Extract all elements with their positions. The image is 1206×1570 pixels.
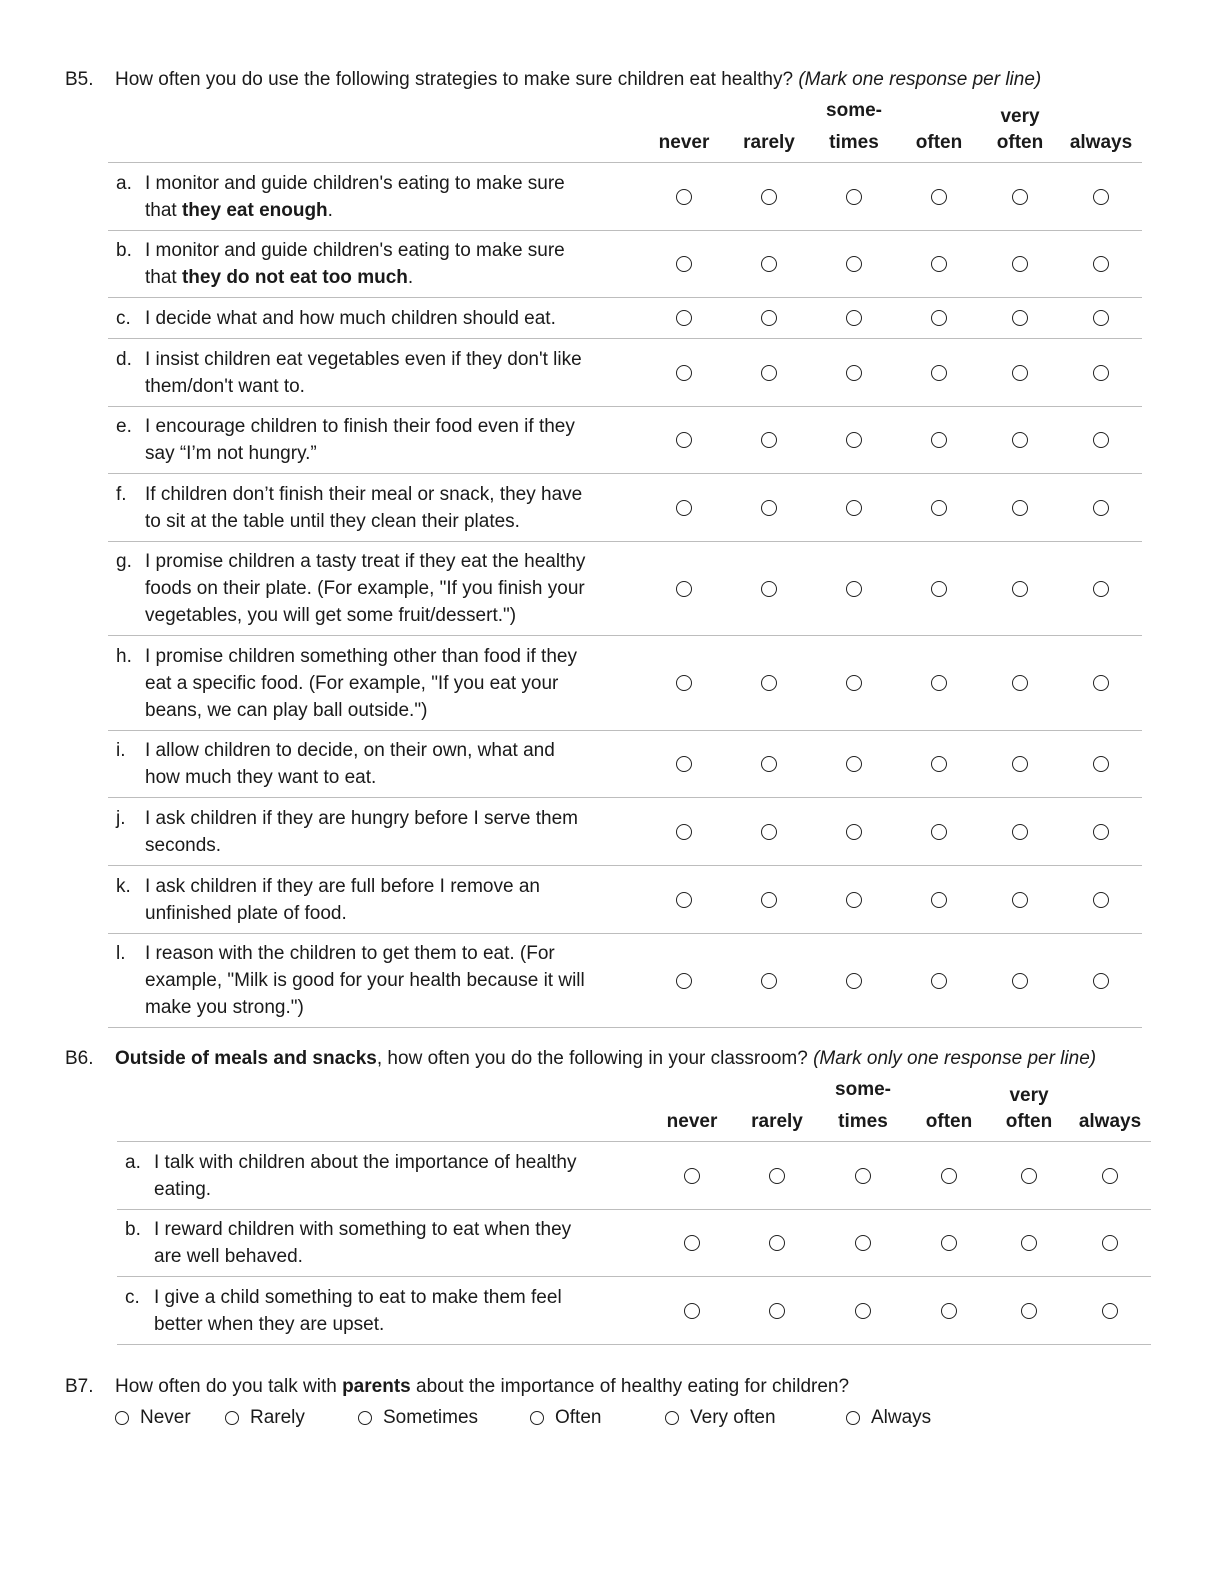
column-headers (108, 100, 1142, 162)
radio-rarely-1[interactable] (761, 581, 777, 597)
row-text (145, 940, 635, 1021)
row-label (116, 413, 635, 467)
radio-never-0[interactable] (676, 189, 692, 205)
radio-often-4[interactable] (1012, 500, 1028, 516)
radio-never-0[interactable] (684, 1168, 700, 1184)
table-row (108, 406, 1142, 473)
table-row (108, 297, 1142, 338)
row-text-emphasis: they do not eat too much (181, 267, 408, 288)
column-header-line2: often (925, 1111, 973, 1132)
radio-times-2[interactable] (846, 432, 862, 448)
radio-always-5[interactable] (1093, 581, 1109, 597)
row-label (116, 873, 635, 927)
column-header-line1 (639, 104, 729, 130)
radio-often-4[interactable] (1021, 1168, 1037, 1184)
radio-often-3[interactable] (931, 189, 947, 205)
radio-rarely-1[interactable] (761, 824, 777, 840)
row-letter: i. (116, 740, 126, 761)
radio-always-5[interactable] (1093, 189, 1109, 205)
table-row (108, 338, 1142, 406)
table-row (117, 1276, 1151, 1345)
column-header (818, 1077, 908, 1135)
radio-circle-icon[interactable] (530, 1411, 544, 1425)
row-text-line: I encourage children to finish their food even if they (145, 416, 575, 437)
radio-always-5[interactable] (1093, 256, 1109, 272)
column-header-line1: some- (826, 100, 882, 121)
row-text (145, 548, 635, 629)
row-text (145, 805, 635, 859)
row-text-line: I promise children a tasty treat if they eat the healthy (145, 551, 586, 572)
radio-often-3[interactable] (931, 256, 947, 272)
radio-always-5[interactable] (1093, 365, 1109, 381)
question-text (115, 68, 1166, 92)
table-row (108, 162, 1142, 230)
table-row (117, 1209, 1151, 1276)
row-text-line: are well behaved. (154, 1246, 303, 1267)
radio-never-0[interactable] (676, 973, 692, 989)
radio-never-0[interactable] (676, 500, 692, 516)
table-row (108, 797, 1142, 865)
row-text-line: how much they want to eat. (145, 767, 377, 788)
row-label (116, 737, 635, 791)
radio-never-0[interactable] (684, 1303, 700, 1319)
column-header (732, 1083, 822, 1135)
option-label: Often (555, 1407, 602, 1428)
radio-often-4[interactable] (1012, 756, 1028, 772)
radio-always-5[interactable] (1093, 500, 1109, 516)
radio-times-2[interactable] (855, 1235, 871, 1251)
radio-times-2[interactable] (846, 892, 862, 908)
column-header-line1: very (1000, 106, 1040, 127)
question-b5 (65, 68, 1166, 92)
column-header-line2: times (829, 132, 879, 153)
row-text (145, 481, 635, 535)
column-header-line1: very (1009, 1085, 1049, 1106)
radio-always-5[interactable] (1093, 675, 1109, 691)
option-label: Never (140, 1407, 191, 1428)
table-row (117, 1141, 1151, 1209)
row-letter: h. (116, 645, 132, 667)
row-text-line: I talk with children about the importance of healthy (154, 1151, 577, 1173)
radio-often-4[interactable] (1012, 256, 1028, 272)
row-letter: j. (116, 807, 126, 829)
row-text-line: say “I’m not hungry.” (145, 443, 317, 464)
radio-rarely-1[interactable] (761, 675, 777, 691)
row-text-line (145, 264, 635, 291)
radio-always-5[interactable] (1102, 1235, 1118, 1251)
radio-times-2[interactable] (846, 310, 862, 326)
radio-always-5[interactable] (1093, 973, 1109, 989)
row-text (145, 413, 635, 467)
question-emphasis: parents (342, 1376, 411, 1397)
table-row (108, 541, 1142, 635)
question-emphasis: Outside of meals and snacks (115, 1048, 377, 1069)
row-label (116, 643, 635, 724)
radio-always-5[interactable] (1102, 1303, 1118, 1319)
radio-often-3[interactable] (931, 310, 947, 326)
radio-often-3[interactable] (931, 973, 947, 989)
b7-option-never[interactable] (115, 1407, 191, 1429)
column-header-line2: always (1078, 1111, 1142, 1132)
radio-always-5[interactable] (1093, 892, 1109, 908)
question-b7 (65, 1375, 1166, 1399)
question-number: B5. (65, 69, 94, 90)
question-text (115, 1047, 1166, 1071)
b7-option-always[interactable] (846, 1407, 931, 1429)
column-header-line1 (904, 1083, 994, 1109)
radio-often-4[interactable] (1012, 365, 1028, 381)
question-instruction: (Mark only one response per line) (813, 1048, 1097, 1069)
column-header-line2: always (1069, 132, 1133, 153)
radio-often-3[interactable] (931, 756, 947, 772)
row-text (154, 1216, 644, 1270)
row-label (116, 170, 635, 224)
row-label (116, 481, 635, 535)
row-label (125, 1149, 644, 1203)
column-header (975, 104, 1065, 156)
radio-often-3[interactable] (931, 675, 947, 691)
b7-option-very-often[interactable] (665, 1407, 776, 1429)
row-text-post: . (327, 199, 333, 221)
radio-rarely-1[interactable] (761, 365, 777, 381)
row-text-line: them/don't want to. (145, 375, 305, 397)
radio-often-3[interactable] (941, 1235, 957, 1251)
row-letter: f. (116, 483, 127, 505)
row-text-line: I reason with the children to get them to eat. (For (145, 943, 555, 964)
radio-rarely-1[interactable] (761, 432, 777, 448)
column-header-line1 (647, 1083, 737, 1109)
radio-rarely-1[interactable] (761, 973, 777, 989)
row-text-pre: that (145, 199, 182, 221)
radio-often-3[interactable] (941, 1168, 957, 1184)
row-text-post: . (407, 267, 414, 288)
radio-times-2[interactable] (855, 1303, 871, 1319)
row-label (125, 1216, 644, 1270)
radio-often-3[interactable] (931, 432, 947, 448)
radio-never-0[interactable] (676, 756, 692, 772)
column-header-line1 (894, 104, 984, 130)
row-text (154, 1284, 644, 1338)
radio-often-3[interactable] (931, 824, 947, 840)
row-text-line: I ask children if they are hungry before I serve them (145, 807, 578, 829)
column-header (984, 1083, 1074, 1135)
column-header-line1 (724, 104, 814, 130)
row-text-line: foods on their plate. (For example, "If you finish your (145, 578, 585, 599)
row-letter: g. (116, 551, 132, 572)
question-text (115, 1375, 1166, 1399)
column-header-line2: often (996, 132, 1044, 153)
row-text (145, 737, 635, 791)
option-label: Very often (690, 1407, 776, 1428)
b7-option-often[interactable] (530, 1407, 601, 1429)
column-header-line2: times (838, 1111, 888, 1132)
radio-never-0[interactable] (676, 892, 692, 908)
row-text (145, 237, 635, 291)
radio-never-0[interactable] (676, 256, 692, 272)
column-header-line2: often (915, 132, 963, 153)
radio-never-0[interactable] (676, 581, 692, 597)
radio-times-2[interactable] (846, 581, 862, 597)
row-text-line: make you strong.") (145, 997, 304, 1018)
column-header (904, 1083, 994, 1135)
column-header-line2: often (1005, 1111, 1053, 1132)
row-label (116, 305, 635, 332)
row-label (116, 940, 635, 1021)
radio-rarely-1[interactable] (761, 256, 777, 272)
table-row (108, 865, 1142, 933)
radio-rarely-1[interactable] (769, 1168, 785, 1184)
radio-times-2[interactable] (846, 756, 862, 772)
radio-always-5[interactable] (1093, 756, 1109, 772)
row-text (145, 873, 635, 927)
radio-often-4[interactable] (1012, 581, 1028, 597)
radio-often-4[interactable] (1012, 310, 1028, 326)
question-stem-end: about the importance of healthy eating for children? (410, 1376, 850, 1397)
row-letter: c. (125, 1286, 140, 1308)
row-letter: a. (116, 172, 132, 194)
row-text-line: seconds. (145, 834, 222, 856)
radio-rarely-1[interactable] (761, 189, 777, 205)
row-label (116, 548, 635, 629)
row-letter: a. (125, 1151, 141, 1173)
radio-never-0[interactable] (676, 824, 692, 840)
radio-rarely-1[interactable] (761, 500, 777, 516)
row-letter: c. (116, 307, 131, 329)
row-text (154, 1149, 644, 1203)
radio-circle-icon[interactable] (225, 1411, 239, 1425)
row-text-line: to sit at the table until they clean their plates. (145, 510, 520, 532)
radio-times-2[interactable] (846, 675, 862, 691)
question-b6 (65, 1047, 1166, 1071)
radio-often-3[interactable] (931, 365, 947, 381)
row-text-line: If children don’t finish their meal or snack, they have (145, 483, 583, 505)
column-header-line1 (1065, 1083, 1155, 1109)
radio-always-5[interactable] (1093, 310, 1109, 326)
radio-rarely-1[interactable] (761, 310, 777, 326)
b6-response-grid (117, 1079, 1151, 1345)
row-text-emphasis: they eat enough (181, 199, 328, 221)
option-label: Sometimes (383, 1407, 479, 1428)
column-header-line2: rarely (743, 132, 795, 153)
row-text-line: I give a child something to eat to make them feel (154, 1286, 562, 1308)
row-letter: b. (116, 240, 132, 261)
row-text-line: vegetables, you will get some fruit/dessert.") (145, 605, 517, 626)
row-text-line: I reward children with something to eat when they (154, 1219, 572, 1240)
radio-circle-icon[interactable] (358, 1411, 372, 1425)
column-header-line2: never (666, 1111, 718, 1132)
row-text (145, 305, 635, 332)
row-text-line: I monitor and guide children's eating to make sure (145, 240, 565, 261)
radio-rarely-1[interactable] (761, 756, 777, 772)
row-label (125, 1284, 644, 1338)
row-text-line: I monitor and guide children's eating to make sure (145, 172, 565, 194)
radio-often-4[interactable] (1012, 432, 1028, 448)
radio-never-0[interactable] (676, 675, 692, 691)
column-header (1056, 104, 1146, 156)
radio-rarely-1[interactable] (761, 892, 777, 908)
radio-always-5[interactable] (1093, 432, 1109, 448)
radio-often-3[interactable] (941, 1303, 957, 1319)
radio-often-4[interactable] (1021, 1303, 1037, 1319)
question-stem: , how often you do the following in your classroom? (376, 1048, 808, 1069)
row-text-line: eating. (154, 1178, 212, 1200)
column-header-line1: some- (835, 1079, 891, 1100)
table-row (108, 635, 1142, 730)
radio-always-5[interactable] (1093, 824, 1109, 840)
row-text-line: better when they are upset. (154, 1313, 385, 1335)
b5-response-grid (108, 100, 1142, 1028)
row-text-pre: that (145, 267, 182, 288)
column-header (894, 104, 984, 156)
row-letter: b. (125, 1219, 141, 1240)
row-text-line: I insist children eat vegetables even if they don't like (145, 348, 582, 370)
radio-often-4[interactable] (1012, 973, 1028, 989)
radio-circle-icon[interactable] (846, 1411, 860, 1425)
radio-times-2[interactable] (846, 365, 862, 381)
column-header-line1 (1056, 104, 1146, 130)
row-text (145, 346, 635, 400)
radio-times-2[interactable] (846, 189, 862, 205)
row-text (145, 643, 635, 724)
column-header (809, 98, 899, 156)
radio-often-3[interactable] (931, 500, 947, 516)
radio-times-2[interactable] (846, 500, 862, 516)
table-row (108, 473, 1142, 541)
question-stem: How often you do use the following strategies to make sure children eat healthy? (115, 69, 794, 90)
row-label (116, 346, 635, 400)
question-instruction: (Mark one response per line) (798, 69, 1042, 90)
table-row (108, 730, 1142, 797)
radio-never-0[interactable] (676, 365, 692, 381)
radio-often-4[interactable] (1021, 1235, 1037, 1251)
radio-often-3[interactable] (931, 892, 947, 908)
row-text-line: I decide what and how much children should eat. (145, 307, 556, 329)
radio-rarely-1[interactable] (769, 1235, 785, 1251)
row-letter: l. (116, 943, 126, 964)
radio-times-2[interactable] (846, 973, 862, 989)
row-text-line: I promise children something other than food if they (145, 645, 577, 667)
column-header-line2: never (658, 132, 710, 153)
radio-often-3[interactable] (931, 581, 947, 597)
row-letter: e. (116, 416, 132, 437)
radio-times-2[interactable] (855, 1168, 871, 1184)
row-text (145, 170, 635, 224)
column-header (724, 104, 814, 156)
column-header (639, 104, 729, 156)
radio-often-4[interactable] (1012, 675, 1028, 691)
row-text-line: eat a specific food. (For example, "If you eat your (145, 672, 559, 694)
question-number: B6. (65, 1048, 94, 1069)
row-text-line (145, 197, 635, 224)
radio-always-5[interactable] (1102, 1168, 1118, 1184)
radio-often-4[interactable] (1012, 189, 1028, 205)
table-row (108, 230, 1142, 297)
row-letter: k. (116, 875, 131, 897)
row-text-line: beans, we can play ball outside.") (145, 699, 428, 721)
question-number: B7. (65, 1376, 94, 1397)
column-header (647, 1083, 737, 1135)
column-header (1065, 1083, 1155, 1135)
question-stem: How often do you talk with (115, 1376, 343, 1397)
column-header-line2: rarely (751, 1111, 803, 1132)
row-text-line: I allow children to decide, on their own, what and (145, 740, 555, 761)
option-label: Rarely (250, 1407, 305, 1428)
radio-never-0[interactable] (676, 310, 692, 326)
radio-times-2[interactable] (846, 256, 862, 272)
table-row (108, 933, 1142, 1028)
row-text-line: I ask children if they are full before I remove an (145, 875, 540, 897)
radio-circle-icon[interactable] (665, 1411, 679, 1425)
radio-never-0[interactable] (676, 432, 692, 448)
radio-rarely-1[interactable] (769, 1303, 785, 1319)
row-letter: d. (116, 348, 132, 370)
row-label (116, 237, 635, 291)
radio-often-4[interactable] (1012, 824, 1028, 840)
row-text-line: example, "Milk is good for your health because it will (145, 970, 585, 991)
row-label (116, 805, 635, 859)
column-header-line1 (732, 1083, 822, 1109)
b7-option-rarely[interactable] (225, 1407, 305, 1429)
b7-option-sometimes[interactable] (358, 1407, 478, 1429)
radio-circle-icon[interactable] (115, 1411, 129, 1425)
column-headers (117, 1079, 1151, 1141)
row-text-line: unfinished plate of food. (145, 902, 347, 924)
option-label: Always (871, 1407, 932, 1428)
radio-often-4[interactable] (1012, 892, 1028, 908)
radio-times-2[interactable] (846, 824, 862, 840)
radio-never-0[interactable] (684, 1235, 700, 1251)
